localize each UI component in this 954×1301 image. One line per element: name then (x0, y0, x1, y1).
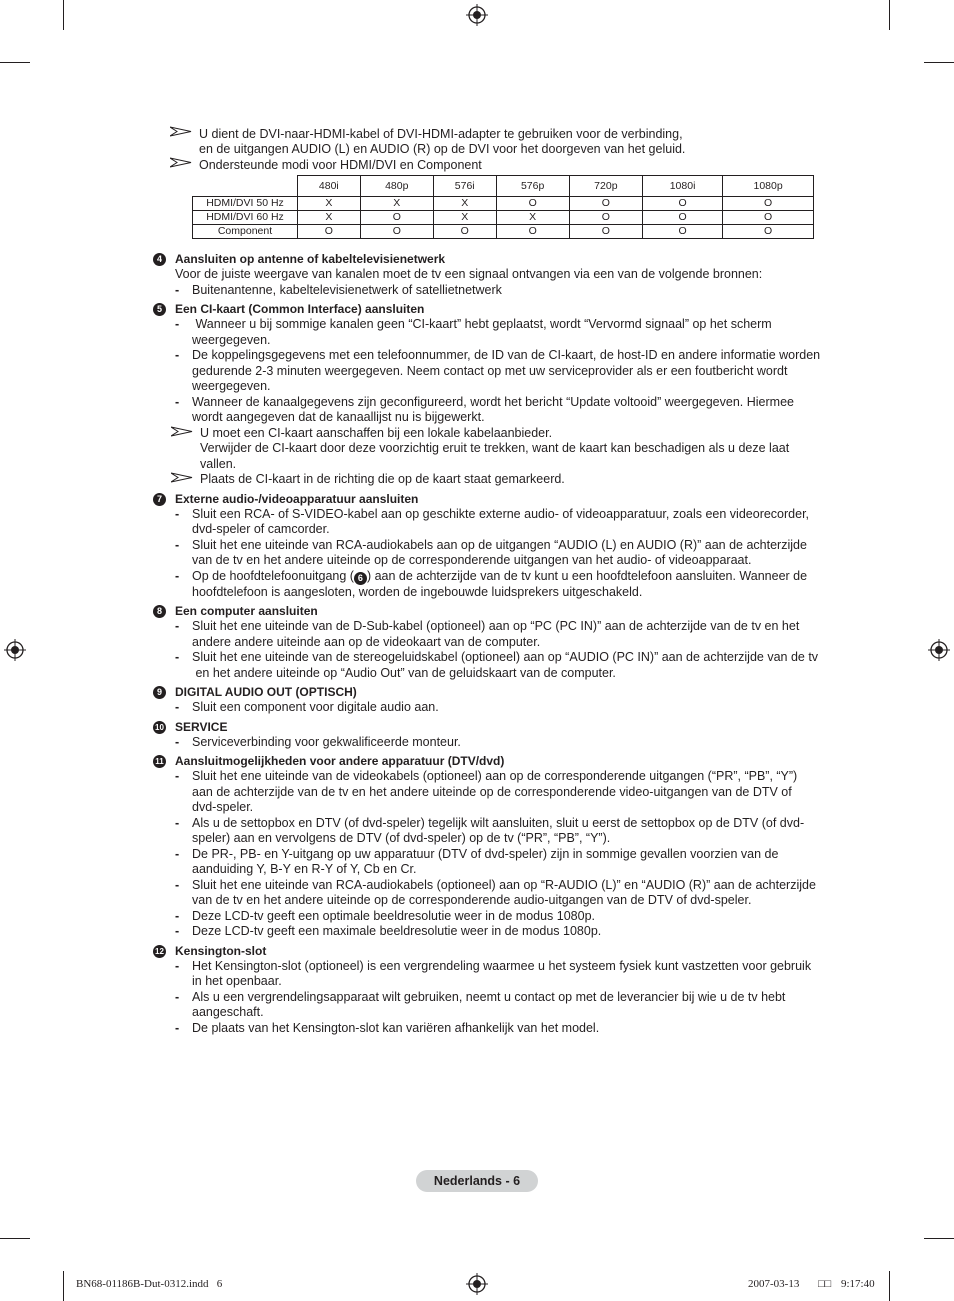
section-computer (153, 604, 828, 681)
bullet-text: Sluit een component voor digitale audio aan. (192, 700, 439, 714)
bullet-dash: - (175, 989, 180, 1004)
bullet-item (153, 878, 828, 909)
note-arrow-icon (170, 157, 192, 168)
bullet-text: Buitenantenne, kabeltelevisienetwerk of satellietnetwerk (192, 282, 502, 297)
connection-sections (153, 252, 828, 1036)
bullet-text: Op de hoofdtelefoonuitgang ( (192, 568, 354, 583)
supported-modes-table (192, 175, 814, 239)
bullet-line: aangeschaft. (192, 1005, 264, 1019)
table-cell: O (360, 225, 433, 239)
bullet-dash: - (175, 568, 180, 583)
bullet-line: Als u de settopbox en DTV (of dvd-speler) tegelijk wilt aansluiten, sluit u eerst de settopbox op de DTV (of dvd- (192, 815, 805, 830)
bullet-item (153, 924, 828, 940)
bullet-item (153, 959, 828, 990)
bullet-item (153, 816, 828, 847)
note-line: U moet een CI-kaart aanschaffen bij een lokale kabelaanbieder. (200, 425, 553, 440)
bullet-item (153, 735, 828, 751)
table-cell: O (642, 211, 722, 225)
bullet-line: speler) aan en vervolgens de DTV (of dvd-speler) op de tv (“PR”, “PB”, “Y”). (192, 831, 611, 845)
bullet-line: weergegeven. (192, 379, 271, 393)
section-number-icon: 5 (153, 303, 166, 316)
bullet-text: Serviceverbinding voor gekwalificeerde monteur. (192, 734, 461, 749)
bullet-line: en het andere uiteinde op “Audio Out” van de geluidskaart van de computer. (192, 665, 616, 680)
note-arrow-icon (171, 426, 193, 437)
section-dtv-dvd (153, 754, 828, 940)
bullet-dash: - (175, 394, 180, 409)
bullet-line: Sluit het ene uiteinde van de D-Sub-kabel (optioneel) aan op “PC (PC IN)” aan de achterzijde van de tv en het (192, 619, 800, 633)
table-header-cell: 720p (569, 176, 642, 197)
bullet-item (153, 283, 828, 299)
note-line: Plaats de CI-kaart in de richting die op de kaart staat gemarkeerd. (200, 472, 565, 486)
section-digital-audio (153, 685, 828, 716)
headphone-number-icon: 6 (354, 572, 367, 585)
section-number-icon: 7 (153, 493, 166, 506)
table-header-cell: 480i (298, 176, 361, 197)
bullet-dash: - (175, 769, 180, 783)
crop-mark (0, 1238, 30, 1239)
bullet-item (153, 538, 828, 569)
table-cell: X (360, 197, 433, 211)
section-number-icon: 10 (153, 721, 166, 734)
section-paragraph: Voor de juiste weergave van kanalen moet de tv een signaal ontvangen via een van de volgende bronnen: (175, 267, 763, 281)
table-cell: O (723, 211, 814, 225)
section-ci-card (153, 302, 828, 488)
bullet-line: hoofdtelefoon is aangesloten, worden de ingebouwde luidsprekers uitgeschakeld. (192, 584, 643, 599)
table-cell: O (642, 225, 722, 239)
note (153, 472, 828, 488)
table-cell: O (723, 197, 814, 211)
section-heading (153, 252, 828, 267)
section-heading (153, 492, 828, 507)
bullet-dash: - (175, 1020, 180, 1035)
slug-boxes: □□ (818, 1278, 832, 1290)
crop-mark (924, 62, 954, 63)
table-header-cell: 1080p (723, 176, 814, 197)
bullet-dash: - (175, 619, 180, 633)
bullet-dash: - (175, 815, 180, 830)
note-line: vallen. (200, 456, 237, 471)
crop-mark (889, 1271, 890, 1301)
bullet-text: Deze LCD-tv geeft een maximale beeldresolutie weer in de modus 1080p. (192, 924, 602, 938)
bullet-line: weergegeven. (192, 332, 271, 347)
slug-filename: BN68-01186B-Dut-0312.indd 6 (76, 1278, 223, 1290)
section-external-av (153, 492, 828, 601)
bullet-item (153, 507, 828, 538)
table-cell: O (298, 225, 361, 239)
table-cell: O (723, 225, 814, 239)
table-row (193, 197, 814, 211)
table-header-cell: 1080i (642, 176, 722, 197)
registration-mark-icon (466, 1273, 488, 1295)
table-cell: O (569, 211, 642, 225)
bullet-line: andere andere uiteinde aan op de videokaart van de computer. (192, 634, 541, 649)
bullet-dash: - (175, 734, 180, 749)
bullet-line: Wanneer de kanaalgegevens zijn geconfigureerd, wordt het bericht “Update voltooid” weergegeven. Hiermee (192, 394, 794, 409)
bullet-dash: - (175, 877, 180, 892)
bullet-line: Het Kensington-slot (optioneel) is een vergrendeling waarmee u het systeem fysiek kunt vastzetten voor gebruik (192, 958, 812, 973)
section-number-icon: 11 (153, 755, 166, 768)
section-heading (153, 685, 828, 700)
section-heading (153, 754, 828, 769)
section-number-icon: 12 (153, 945, 166, 958)
bullet-item (153, 990, 828, 1021)
table-cell: O (360, 211, 433, 225)
section-number-icon: 8 (153, 605, 166, 618)
note-arrow-icon (170, 126, 192, 137)
bullet-item (153, 395, 828, 426)
bullet-dash: - (175, 846, 180, 861)
section-title: Een computer aansluiten (175, 604, 318, 618)
bullet-line: van de tv en het andere uiteinde op de corresponderende audio-uitgangen van de DTV of dvd-speler. (192, 893, 752, 907)
bullet-item (153, 1021, 828, 1037)
table-cell: O (496, 197, 569, 211)
slug-time: 9:17:40 (841, 1278, 875, 1290)
crop-mark (889, 0, 890, 30)
bullet-item (153, 650, 828, 681)
note-arrow-icon (171, 472, 193, 483)
table-row (193, 225, 814, 239)
section-heading (153, 302, 828, 317)
bullet-item (153, 569, 828, 601)
bullet-line: dvd-speler. (192, 800, 254, 814)
bullet-item (153, 847, 828, 878)
bullet-dash: - (175, 908, 180, 923)
bullet-item (153, 317, 828, 348)
section-service (153, 720, 828, 751)
bullet-line (192, 569, 828, 585)
table-cell: X (433, 211, 496, 225)
table-cell: O (569, 197, 642, 211)
table-cell: O (642, 197, 722, 211)
note (153, 426, 828, 473)
notes-block (170, 127, 830, 173)
section-title: Aansluitmogelijkheden voor andere apparatuur (DTV/dvd) (175, 754, 505, 768)
bullet-text: Deze LCD-tv geeft een optimale beeldresolutie weer in de modus 1080p. (192, 908, 596, 923)
section-kensington (153, 944, 828, 1037)
note-line: Verwijder de CI-kaart door deze voorzichtig eruit te trekken, want de kaart kan beschadigen als u deze laat (200, 441, 790, 455)
table-header-row (193, 176, 814, 197)
section-number-icon: 9 (153, 686, 166, 699)
bullet-line: Sluit het ene uiteinde van de videokabels (optioneel) aan op de corresponderende uitgangen (“PR”, “PB”, “Y”) (192, 769, 798, 783)
bullet-line: Sluit een RCA- of S-VIDEO-kabel aan op geschikte externe audio- of videoapparatuur, zoals een videorecorder, (192, 506, 810, 521)
table-row (193, 211, 814, 225)
bullet-line: van de tv en het andere uiteinde op de corresponderende uitgangen van het audio- of videoapparaat. (192, 553, 752, 567)
bullet-item (153, 619, 828, 650)
bullet-text: ) aan de achterzijde van de tv kunt u een hoofdtelefoon aansluiten. Wanneer de (366, 568, 808, 583)
registration-mark-icon (466, 4, 488, 26)
bullet-dash: - (175, 958, 180, 973)
note-line: en de uitgangen AUDIO (L) en AUDIO (R) op de DVI voor het doorgeven van het geluid. (199, 141, 686, 156)
note (170, 158, 830, 173)
bullet-dash: - (175, 537, 180, 552)
crop-mark (63, 1271, 64, 1301)
section-title: SERVICE (175, 719, 228, 734)
section-number-icon: 4 (153, 253, 166, 266)
row-label: Component (193, 225, 298, 239)
note-line: U dient de DVI-naar-HDMI-kabel of DVI-HDMI-adapter te gebruiken voor de verbinding, (199, 127, 683, 141)
bullet-line: wordt aangegeven dat de kanaallijst nu is bijgewerkt. (192, 410, 485, 424)
bullet-dash: - (175, 700, 180, 714)
registration-mark-icon (4, 639, 26, 661)
note-line: Ondersteunde modi voor HDMI/DVI en Component (199, 158, 482, 172)
bullet-line: gedurende 2-3 minuten weergegeven. Neem contact op met uw serviceprovider als er een foutbericht wordt (192, 363, 788, 378)
table-cell: X (433, 197, 496, 211)
bullet-item (153, 348, 828, 395)
bullet-line: dvd-speler of camcorder. (192, 522, 330, 536)
bullet-text: De plaats van het Kensington-slot kan variëren afhankelijk van het model. (192, 1020, 600, 1035)
table-cell: X (496, 211, 569, 225)
crop-mark (63, 0, 64, 30)
table-cell: X (298, 197, 361, 211)
table-cell: O (433, 225, 496, 239)
section-title: Aansluiten op antenne of kabeltelevisienetwerk (175, 252, 446, 266)
section-heading (153, 944, 828, 959)
section-title: DIGITAL AUDIO OUT (OPTISCH) (175, 685, 357, 699)
table-corner (193, 176, 298, 197)
bullet-item (153, 700, 828, 716)
slug-date: 2007-03-13 (748, 1278, 800, 1290)
bullet-line: Wanneer u bij sommige kanalen geen “CI-kaart” hebt geplaatst, wordt “Vervormd signaal” op het scherm (192, 317, 772, 331)
bullet-dash: - (175, 506, 180, 521)
section-title: Externe audio-/videoapparatuur aansluiten (175, 491, 419, 506)
table-header-cell: 480p (360, 176, 433, 197)
bullet-dash: - (175, 282, 180, 297)
bullet-line: in het openbaar. (192, 974, 282, 988)
section-title: Kensington-slot (175, 943, 267, 958)
section-title: Een CI-kaart (Common Interface) aansluiten (175, 302, 425, 316)
row-label: HDMI/DVI 60 Hz (193, 211, 298, 225)
note (170, 127, 830, 156)
crop-mark (924, 1238, 954, 1239)
registration-mark-icon (928, 639, 950, 661)
bullet-dash: - (175, 317, 180, 331)
bullet-line: De PR-, PB- en Y-uitgang op uw apparatuur (DTV of dvd-speler) zijn in sommige gevallen voorzien van de (192, 846, 779, 861)
row-label: HDMI/DVI 50 Hz (193, 197, 298, 211)
bullet-item (153, 909, 828, 925)
bullet-item (153, 769, 828, 816)
bullet-line: De koppelingsgegevens met een telefoonnummer, de ID van de CI-kaart, de host-ID en andere informatie worden (192, 348, 821, 362)
section-heading (153, 604, 828, 619)
table-header-cell: 576p (496, 176, 569, 197)
section-antenna (153, 252, 828, 298)
crop-mark (0, 62, 30, 63)
page-number-badge: Nederlands - 6 (416, 1170, 538, 1192)
bullet-line: Als u een vergrendelingsapparaat wilt gebruiken, neemt u contact op met de leverancier bij wie u de tv hebt (192, 989, 786, 1004)
bullet-line: Sluit het ene uiteinde van RCA-audiokabels aan op de uitgangen “AUDIO (L) en AUDIO (R)” aan de achterzijde (192, 537, 807, 552)
bullet-dash: - (175, 348, 180, 362)
bullet-dash: - (175, 650, 180, 664)
bullet-line: Sluit het ene uiteinde van RCA-audiokabels (optioneel) aan op “R-AUDIO (L)” en “AUDIO (R)” aan de achterzijde (192, 877, 816, 892)
table-cell: O (496, 225, 569, 239)
bullet-dash: - (175, 924, 180, 938)
bullet-line: aanduiding Y, B-Y en R-Y of Y, Cb en Cr. (192, 862, 417, 876)
bullet-line: aan de achterzijde van de tv en het andere uiteinde op de corresponderende video-uitgangen van de DTV of (192, 784, 792, 799)
table-cell: O (569, 225, 642, 239)
section-heading (153, 720, 828, 735)
table-header-cell: 576i (433, 176, 496, 197)
table-cell: X (298, 211, 361, 225)
bullet-line: Sluit het ene uiteinde van de stereogeluidskabel (optioneel) aan op “AUDIO (PC IN)” aan de achterzijde van de tv (192, 650, 819, 664)
